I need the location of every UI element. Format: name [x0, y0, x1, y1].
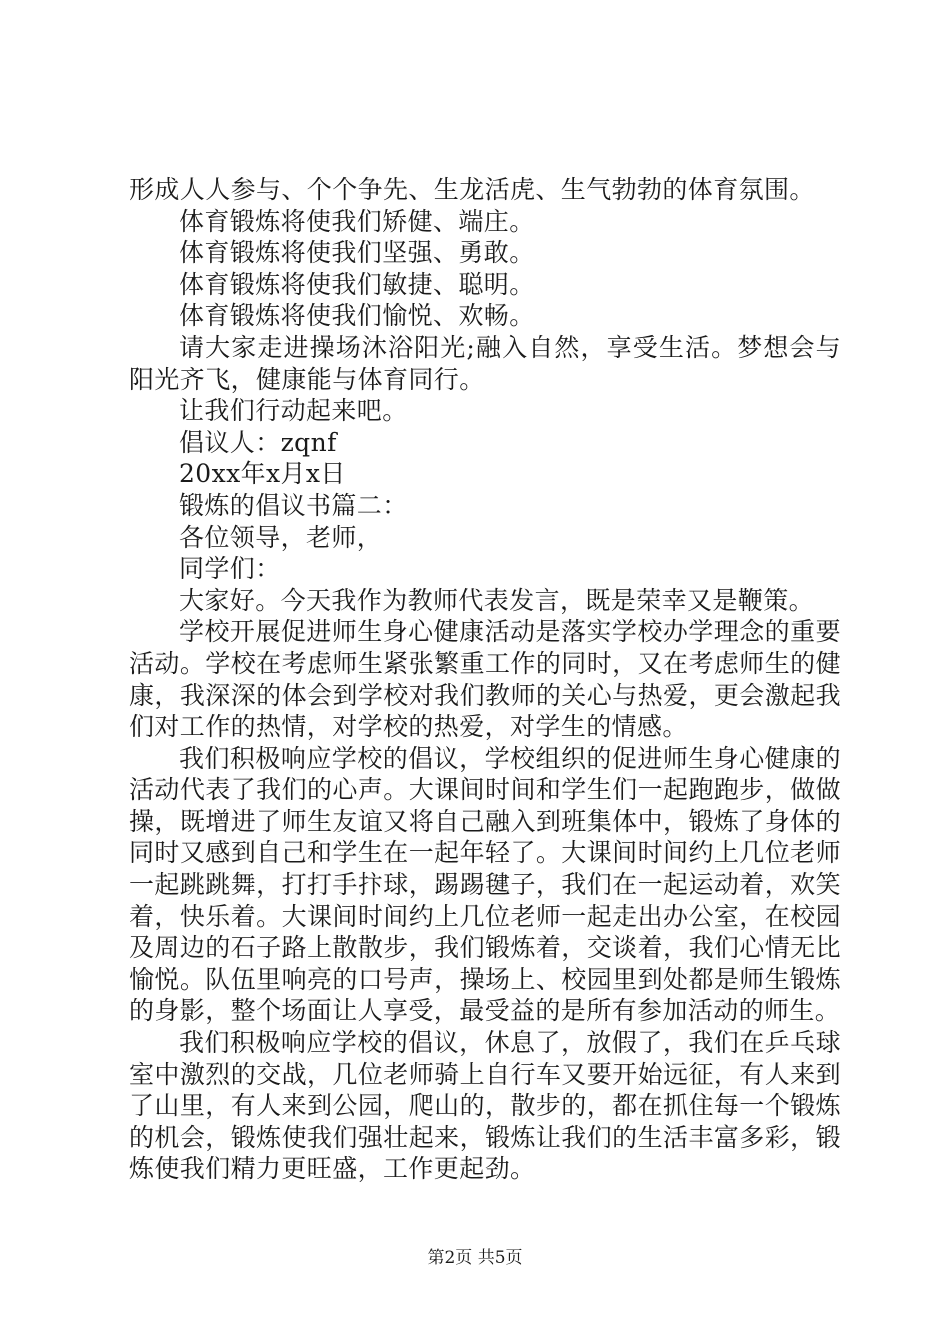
paragraph: 形成人人参与、个个争先、生龙活虎、生气勃勃的体育氛围。 [129, 175, 815, 204]
paragraph: 学校开展促进师生身心健康活动是落实学校办学理念的重要活动。学校在考虑师生紧张繁重工作的同时，又在考虑师生的健康，我深深的体会到学校对我们教师的关心与热爱，更会激起我们对工作的热情，对学校的热爱，对学生的情感。 [129, 617, 841, 742]
paragraph: 体育锻炼将使我们敏捷、聪明。 [179, 269, 535, 299]
paragraph: 体育锻炼将使我们矫健、端庄。 [179, 206, 535, 236]
paragraph: 倡议人：zqnf [179, 427, 337, 457]
paragraph: 让我们行动起来吧。 [179, 396, 408, 426]
paragraph: 锻炼的倡议书篇二： [179, 490, 408, 520]
paragraph: 请大家走进操场沐浴阳光;融入自然，享受生活。梦想会与阳光齐飞，健康能与体育同行。 [129, 332, 841, 394]
paragraph: 我们积极响应学校的倡议，学校组织的促进师生身心健康的活动代表了我们的心声。大课间时间和学生们一起跑跑步，做做操，既增进了师生友谊又将自己融入到班集体中，锻炼了身体的同时又感到自己和学生在一起年轻了。大课间时间约上几位老师一起跳跳舞，打打手抃球，踢踢毽子，我们在一起运动着，欢笑着，快乐着。大课间时间约上几位老师一起走出办公室，在校园及周边的石子路上散散步，我们锻炼着，交谈着，我们心情无比愉悦。队伍里响亮的口号声，操场上、校园里到处都是师生锻炼的身影，整个场面让人享受，最受益的是所有参加活动的师生。 [129, 743, 841, 1026]
paragraph: 体育锻炼将使我们坚强、勇敢。 [179, 238, 535, 268]
paragraph: 我们积极响应学校的倡议，休息了，放假了，我们在乒乓球室中激烈的交战，几位老师骑上自行车又要开始远征，有人来到了山里，有人来到公园，爬山的，散步的，都在抓住每一个锻炼的机会，锻炼使我们强壮起来，锻炼让我们的生活丰富多彩，锻炼使我们精力更旺盛，工作更起劲。 [129, 1028, 841, 1184]
paragraph: 体育锻炼将使我们愉悦、欢畅。 [179, 301, 535, 331]
document-body [129, 174, 841, 1185]
paragraph: 大家好。今天我作为教师代表发言，既是荣幸又是鞭策。 [179, 585, 815, 615]
paragraph: 同学们： [179, 554, 281, 584]
paragraph: 20xx年x月x日 [179, 459, 346, 489]
page-footer: 第2页 共5页 [427, 1248, 523, 1268]
paragraph: 各位领导，老师， [179, 522, 383, 552]
